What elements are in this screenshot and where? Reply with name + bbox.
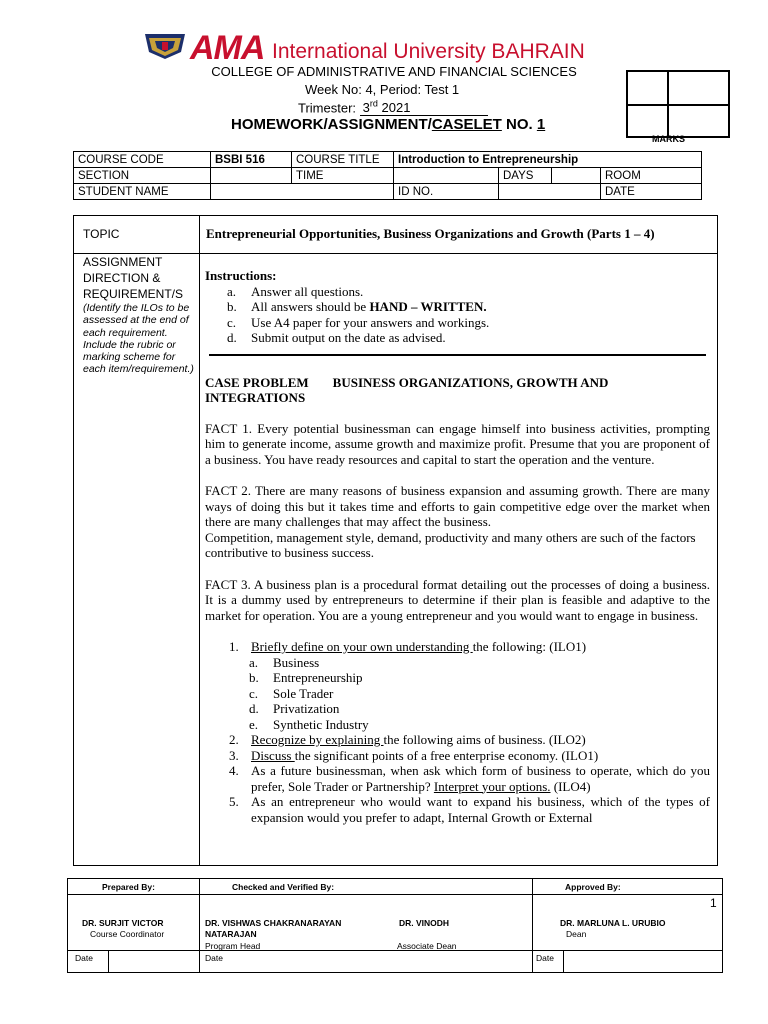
checked-by-label: Checked and Verified By: [232,882,335,892]
term-item: a. Business [249,654,320,670]
title-prefix: HOMEWORK/ASSIGNMENT/ [231,116,432,133]
course-info-table [73,151,702,200]
fact-1: FACT 1. Every potential businessman can engage himself into business activities, prompting him to generate income, assume growth and maximize profit. Presume that you are proponent of a business. You have ready resources and capital to start the operation and the venture. [205,420,710,467]
dean-name: DR. MARLUNA L. URUBIO [560,918,666,928]
week-period-line: Week No: 4, Period: Test 1 [305,82,460,97]
student-name-value[interactable] [211,184,394,200]
ama-logo: AMA [190,29,265,67]
question-4: 4. As a future businessman, when ask which form of business to operate, which do you prefer, Sole Trader or Partnership? Interpret your options. (ILO4) [229,763,710,794]
time-value[interactable] [394,168,499,184]
page-number: 1 [710,896,717,910]
marks-box [626,70,730,138]
program-head-name-line2: NATARAJAN [205,929,257,939]
date-label-1: Date [75,953,93,963]
associate-dean-name: DR. VINODH [399,918,450,928]
course-title-label: COURSE TITLE [292,152,394,168]
instructions-list [205,284,710,346]
direction-note: (Identify the ILOs to be assessed at the end of each requirement. Include the rubric or marking scheme for each item/requirement.) [83,302,194,376]
time-label: TIME [292,168,394,184]
question-5: 5. As an entrepreneur who would want to expand his business, which of the types of expansion would you prefer to adapt, Internal Growth or External [229,794,710,825]
topic-label: TOPIC [83,227,120,241]
coordinator-name: DR. SURJIT VICTOR [82,918,164,928]
program-head-role: Program Head [205,941,261,951]
course-title-value: Introduction to Entrepreneurship [394,152,702,168]
trimester-label: Trimester: [298,100,360,116]
question-2: 2. Recognize by explaining the following aims of business. (ILO2) [229,732,586,747]
title-suffix: NO. [501,116,537,133]
id-label: ID NO. [394,184,499,200]
case-title: BUSINESS ORGANIZATIONS, GROWTH AND INTEGRATIONS [205,374,609,405]
question-1-items [251,655,710,733]
instruction-item: a. Answer all questions. [227,283,364,299]
term-item: b. Entrepreneurship [249,670,363,685]
university-crest-icon [143,30,187,60]
approved-by-label: Approved By: [565,882,621,892]
student-name-label: STUDENT NAME [74,184,211,200]
term-item: d. Privatization [249,701,340,716]
days-label: DAYS [499,168,552,184]
instruction-item: d. Submit output on the date as advised. [227,330,446,345]
instructions-title: Instructions: [205,268,277,283]
section-label: SECTION [74,168,211,184]
question-1: 1. Briefly define on your own understanding the following: (ILO1) a. Business b. Entrepreneurship c. Sole Trader d. Privatization e. Synthetic Industry [251,639,710,732]
direction-label: ASSIGNMENT DIRECTION & REQUIREMENT/S [83,255,184,301]
divider-rule [209,354,706,356]
assignment-box [73,215,718,866]
term-item: e. Synthetic Industry [249,716,369,732]
assignment-title [231,116,545,133]
topic-text: Entrepreneurial Opportunities, Business Organizations and Growth (Parts 1 – 4) [206,226,655,241]
marks-label: MARKS [652,134,685,144]
fact-2-continued: Competition, management style, demand, productivity and many others are such of the factors contributive to business success. [205,529,696,560]
questions-list [205,639,710,825]
trimester-line [298,99,488,116]
section-value[interactable] [211,168,292,184]
university-name: International University BAHRAIN [272,40,585,63]
question-3: 3. Discuss the significant points of a free enterprise economy. (ILO1) [229,747,599,763]
trimester-value: 3rd 2021 [360,99,488,116]
associate-dean-role: Associate Dean [397,941,457,951]
college-name: COLLEGE OF ADMINISTRATIVE AND FINANCIAL SCIENCES [211,64,577,79]
room-label: ROOM [601,168,702,184]
signature-table [67,878,723,973]
date-label-2: Date [205,953,223,963]
prepared-by-label: Prepared By: [102,882,155,892]
course-code-value: BSBI 516 [211,152,292,168]
dean-role: Dean [566,929,587,939]
fact-2: FACT 2. There are many reasons of business expansion and assuming growth. There are many ways of doing this but it takes time and efforts to gain competitive edge over the market when there are many challenges that may affect the business. [205,483,710,529]
fact-3: FACT 3. A business plan is a procedural format detailing out the processes of doing a business. It is a dummy used by entrepreneurs to determine if their plan is feasible and adaptive to the market for operation. You are a young entrepreneur and you would want to engage in business. [205,576,710,623]
instruction-item: c. Use A4 paper for your answers and workings. [227,314,490,330]
date-label-3: Date [536,953,554,963]
instruction-item: b. All answers should be HAND – WRITTEN. [227,299,487,314]
course-code-label: COURSE CODE [74,152,211,168]
title-caselet: CASELET [431,116,502,133]
days-value[interactable] [552,168,601,184]
coordinator-role: Course Coordinator [90,929,165,939]
assignment-content [205,268,710,825]
term-item: c. Sole Trader [249,685,334,701]
program-head-name-line1: DR. VISHWAS CHAKRANARAYAN [205,918,342,928]
case-heading [205,375,710,405]
title-number: 1 [536,116,546,133]
date-label: DATE [601,184,702,200]
case-label: CASE PROBLEM [205,374,309,390]
id-value[interactable] [499,184,601,200]
